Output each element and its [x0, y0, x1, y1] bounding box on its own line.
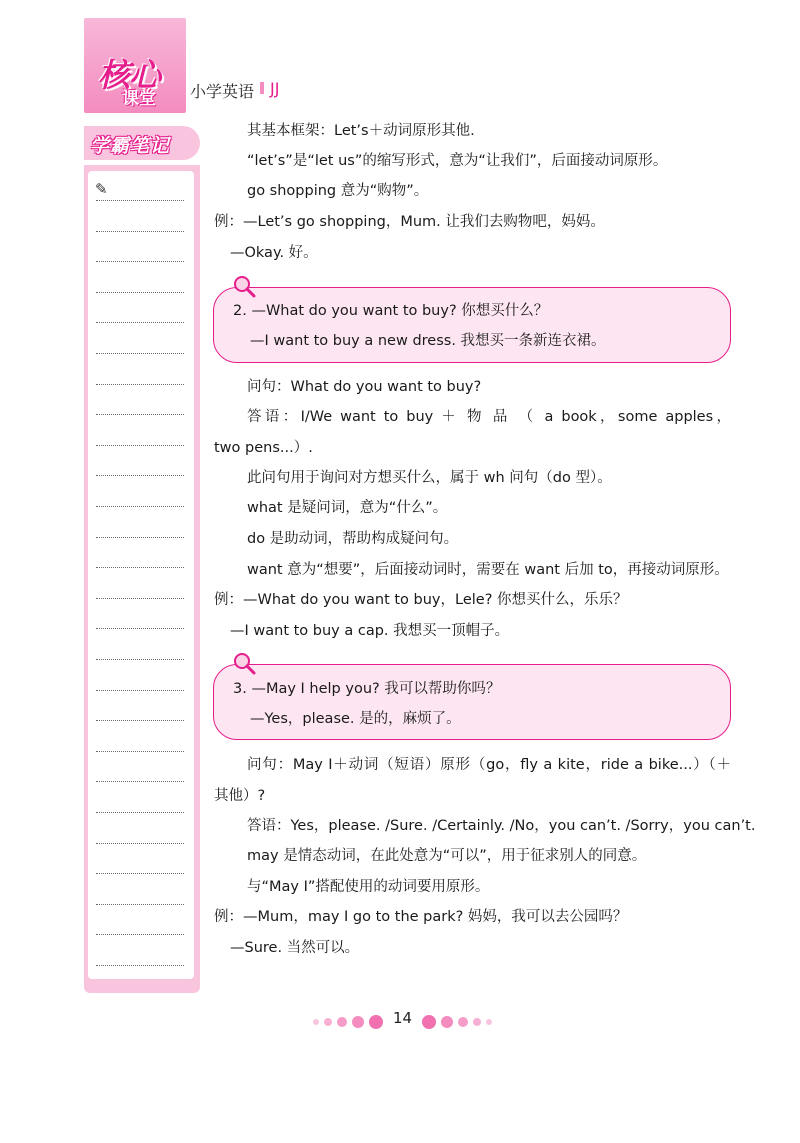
- word: （: [518, 409, 537, 425]
- key-sentence-question: 2. —What do you want to buy? 你想买什么？: [233, 303, 549, 319]
- key-sentence-answer: —Yes，please. 是的，麻烦了。: [250, 711, 461, 727]
- word: ＋: [441, 409, 460, 425]
- note-line: [96, 292, 184, 293]
- key-sentence-box: [213, 287, 731, 363]
- word: buy: [406, 409, 434, 425]
- example-question: 例：—What do you want to buy，Lele? 你想买什么，乐乐？: [214, 592, 628, 608]
- note-line: [96, 414, 184, 415]
- note-line: [96, 322, 184, 323]
- text-line: 此问句用于询问对方想买什么，属于 wh 问句（do 型）。: [247, 470, 612, 486]
- word: a: [634, 757, 644, 773]
- word: book，some: [561, 409, 658, 425]
- footer-dot: [337, 1017, 347, 1027]
- logo-subtitle: 课堂: [122, 89, 156, 109]
- note-line: [96, 904, 184, 905]
- footer-dot: [458, 1017, 468, 1027]
- word: 物: [467, 409, 485, 425]
- text-line: 与“May I”搭配使用的动词要用原形。: [247, 879, 490, 895]
- note-line: [96, 506, 184, 507]
- note-line: [96, 567, 184, 568]
- note-line: [96, 353, 184, 354]
- footer-dot: [324, 1018, 332, 1026]
- header-edition: JJ: [270, 79, 280, 98]
- footer-dot: [441, 1016, 453, 1028]
- note-line: [96, 873, 184, 874]
- note-line: [96, 690, 184, 691]
- word: a: [543, 757, 553, 773]
- word: 答语：I/We: [247, 409, 333, 425]
- footer-dot: [369, 1015, 383, 1029]
- note-line: [96, 200, 184, 201]
- key-sentence-answer: —I want to buy a new dress. 我想买一条新连衣裙。: [250, 333, 606, 349]
- text-line: do 是助动词，帮助构成疑问句。: [247, 531, 459, 547]
- example-answer: —I want to buy a cap. 我想买一顶帽子。: [230, 623, 510, 639]
- footer-dot: [473, 1018, 481, 1026]
- note-line: [96, 843, 184, 844]
- note-line: [96, 231, 184, 232]
- example-question: 例：—Let’s go shopping，Mum. 让我们去购物吧，妈妈。: [214, 214, 605, 230]
- note-line: [96, 934, 184, 935]
- word: 问句：May: [247, 757, 323, 773]
- magnifier-icon: [232, 274, 256, 298]
- footer-dot: [422, 1015, 436, 1029]
- note-line: [96, 659, 184, 660]
- text-line: 其基本框架：Let’s＋动词原形其他.: [247, 123, 475, 139]
- word: apples，: [665, 409, 732, 425]
- text-line: what 是疑问词，意为“什么”。: [247, 500, 448, 516]
- word: to: [383, 409, 399, 425]
- pattern-answer-cont: two pens...）.: [214, 440, 313, 456]
- text-line: go shopping 意为“购物”。: [247, 183, 429, 199]
- word: bike...）（＋: [648, 757, 732, 773]
- note-line: [96, 812, 184, 813]
- key-sentence-question: 3. —May I help you? 我可以帮助你吗？: [233, 681, 501, 697]
- note-line: [96, 537, 184, 538]
- footer-dot: [352, 1016, 364, 1028]
- note-line: [96, 598, 184, 599]
- example-answer: —Okay. 好。: [230, 245, 318, 261]
- pattern-question-cont: 其他）?: [214, 788, 266, 804]
- note-line: [96, 965, 184, 966]
- word: kite，ride: [557, 757, 629, 773]
- pencil-icon: ✎: [95, 180, 108, 198]
- word: want: [340, 409, 376, 425]
- word: I＋动词（短语）原形（go，fly: [328, 757, 538, 773]
- note-line: [96, 781, 184, 782]
- header-separator: [260, 82, 264, 94]
- word: a: [544, 409, 554, 425]
- pattern-answer: 答语：Yes，please. /Sure. /Certainly. /No，you can’t. /Sorry，you can’t.: [247, 818, 756, 834]
- example-answer: —Sure. 当然可以。: [230, 940, 360, 956]
- text-line: “let’s”是“let us”的缩写形式，意为“让我们”，后面接动词原形。: [247, 153, 668, 169]
- example-question: 例：—Mum，may I go to the park? 妈妈，我可以去公园吗？: [214, 909, 628, 925]
- note-line: [96, 475, 184, 476]
- note-line: [96, 720, 184, 721]
- note-line: [96, 445, 184, 446]
- note-line: [96, 384, 184, 385]
- magnifier-icon: [232, 651, 256, 675]
- note-line: [96, 261, 184, 262]
- pattern-question: [247, 755, 731, 775]
- page-number: 14: [393, 1009, 413, 1027]
- pattern-answer: [247, 407, 731, 427]
- text-line: may 是情态动词，在此处意为“可以”，用于征求别人的同意。: [247, 848, 647, 864]
- logo-title: 核心: [98, 56, 161, 94]
- word: 品: [492, 409, 511, 425]
- text-line: want 意为“想要”，后面接动词时，需要在 want 后加 to，再接动词原形。: [247, 562, 729, 578]
- footer-dot: [313, 1019, 319, 1025]
- note-line: [96, 751, 184, 752]
- pattern-question: 问句：What do you want to buy?: [247, 379, 482, 395]
- header-subject: 小学英语: [190, 82, 255, 101]
- footer-dot: [486, 1019, 492, 1025]
- sidebar-title: 学霸笔记: [90, 135, 171, 157]
- note-line: [96, 628, 184, 629]
